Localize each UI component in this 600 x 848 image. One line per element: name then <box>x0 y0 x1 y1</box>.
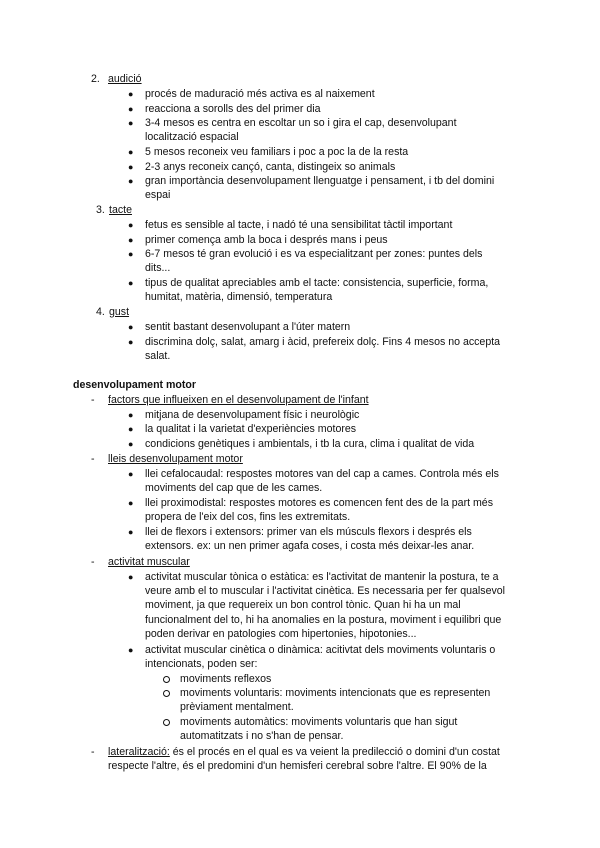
subtitle-factors: factors que influeixen en el desenvolupament de l'infant <box>108 394 369 406</box>
section-number: 2. <box>91 73 100 85</box>
bullet-icon: ● <box>128 162 134 172</box>
list-item: activitat muscular cinètica o dinàmica: acitivtat dels moviments voluntaris o <box>145 644 496 656</box>
sub-list-item: moviments automàtics: moviments voluntaris que han sigut <box>180 716 458 728</box>
sub-list-item-cont: prèviament mentalment. <box>180 701 294 713</box>
section-title-audicio: audició <box>108 73 142 85</box>
bullet-icon: ● <box>128 527 134 537</box>
subtitle-activitat: activitat muscular <box>108 556 190 568</box>
list-item-cont: moviments del cap que de les cames. <box>145 482 323 494</box>
list-item: llei proximodistal: respostes motores es comencen fent des de la part més <box>145 497 493 509</box>
dash-marker: - <box>91 556 95 568</box>
bullet-icon: ● <box>128 249 134 259</box>
list-item: tipus de qualitat apreciables amb el tacte: consistencia, superficie, forma, <box>145 277 489 289</box>
list-item-cont: propera de l'eix del cos, fins les extremitats. <box>145 511 351 523</box>
list-item: llei de flexors i extensors: primer van els músculs flexors i després els <box>145 526 472 538</box>
bullet-icon: ● <box>128 89 134 99</box>
list-item-cont: extensors. ex: un nen primer agafa coses, i costa més deixar-les anar. <box>145 540 475 552</box>
list-item-cont: veure amb el to muscular i l'activitat cinètica. Es necessaria per fer qualsevol <box>145 585 506 597</box>
circle-bullet-icon <box>163 676 170 683</box>
list-item-cont: intencionats, poden ser: <box>145 658 258 670</box>
list-item: gran importància desenvolupament llenguatge i pensament, i tb del domini <box>145 175 495 187</box>
dash-marker: - <box>91 746 95 758</box>
bullet-icon: ● <box>128 278 134 288</box>
bullet-icon: ● <box>128 498 134 508</box>
list-item: 6-7 mesos té gran evolució i es va especialitzant per zones: puntes dels <box>145 248 483 260</box>
bullet-icon: ● <box>128 424 134 434</box>
list-item: mitjana de desenvolupament físic i neurològic <box>145 409 360 421</box>
bullet-icon: ● <box>128 235 134 245</box>
list-item: 3-4 mesos es centra en escoltar un so i gira el cap, desenvolupant <box>145 117 457 129</box>
bullet-icon: ● <box>128 439 134 449</box>
section-title-tacte: tacte <box>109 204 132 216</box>
list-item-cont: humitat, matèria, dimensió, temperatura <box>145 291 333 303</box>
subtitle-lleis: lleis desenvolupament motor <box>108 453 243 465</box>
heading-desenvolupament-motor: desenvolupament motor <box>73 379 197 391</box>
list-item: procés de maduració més activa es al naixement <box>145 88 375 100</box>
list-item: sentit bastant desenvolupant a l'úter matern <box>145 321 351 333</box>
section-title-gust: gust <box>109 306 130 318</box>
list-item-cont: espai <box>145 189 171 201</box>
bullet-icon: ● <box>128 337 134 347</box>
sub-list-item-cont: automatitzats i no s'han de pensar. <box>180 730 344 742</box>
bullet-icon: ● <box>128 220 134 230</box>
section-number: 3. <box>96 204 105 216</box>
list-item: fetus es sensible al tacte, i nadó té una sensibilitat tàctil important <box>145 219 453 231</box>
list-item-cont: poden derivar en patologies com hipertonies, hipotonies... <box>145 628 417 640</box>
list-item: discrimina dolç, salat, amarg i àcid, prefereix dolç. Fins 4 mesos no accepta <box>145 336 501 348</box>
list-item: primer comença amb la boca i després mans i peus <box>145 234 388 246</box>
bullet-icon: ● <box>128 104 134 114</box>
sub-list-item: moviments voluntaris: moviments intencionats que es representen <box>180 687 491 699</box>
bullet-icon: ● <box>128 645 134 655</box>
section-number: 4. <box>96 306 105 318</box>
lateralitzacio-text-cont: respecte l'altre, és el predomini d'un hemisferi cerebral sobre l'altre. El 90% de la <box>108 760 487 772</box>
list-item: 2-3 anys reconeix cançó, canta, distingeix so animals <box>145 161 396 173</box>
bullet-icon: ● <box>128 572 134 582</box>
lateralitzacio-title: lateralització: <box>108 746 170 758</box>
dash-marker: - <box>91 453 95 465</box>
bullet-icon: ● <box>128 176 134 186</box>
sub-list-item: moviments reflexos <box>180 673 272 685</box>
list-item-cont: moviment, ja que requereix un bon control tònic. Quan hi ha un mal <box>145 599 461 611</box>
list-item: reacciona a sorolls des del primer dia <box>145 103 321 115</box>
bullet-icon: ● <box>128 322 134 332</box>
list-item-cont: localització espacial <box>145 131 239 143</box>
circle-bullet-icon <box>163 690 170 697</box>
list-item: llei cefalocaudal: respostes motores van del cap a cames. Controla més els <box>145 468 499 480</box>
bullet-icon: ● <box>128 147 134 157</box>
list-item: condicions genètiques i ambientals, i tb la cura, clima i qualitat de vida <box>145 438 475 450</box>
bullet-icon: ● <box>128 118 134 128</box>
list-item: activitat muscular tònica o estàtica: es l'activitat de mantenir la postura, te a <box>145 571 499 583</box>
list-item-cont: funcionalment del to, hi ha anomalies en la postura, moviment i equilibri que <box>145 614 502 626</box>
list-item-cont: dits... <box>145 262 171 274</box>
list-item: 5 mesos reconeix veu familiars i poc a poc la de la resta <box>145 146 409 158</box>
list-item-cont: salat. <box>145 350 171 362</box>
circle-bullet-icon <box>163 719 170 726</box>
list-item: la qualitat i la varietat d'experiències motores <box>145 423 357 435</box>
bullet-icon: ● <box>128 469 134 479</box>
lateralitzacio-text: és el procés en el qual es va veient la predilecció o domini d'un costat <box>169 746 500 758</box>
bullet-icon: ● <box>128 410 134 420</box>
lateralitzacio-line <box>108 746 500 759</box>
dash-marker: - <box>91 394 95 406</box>
